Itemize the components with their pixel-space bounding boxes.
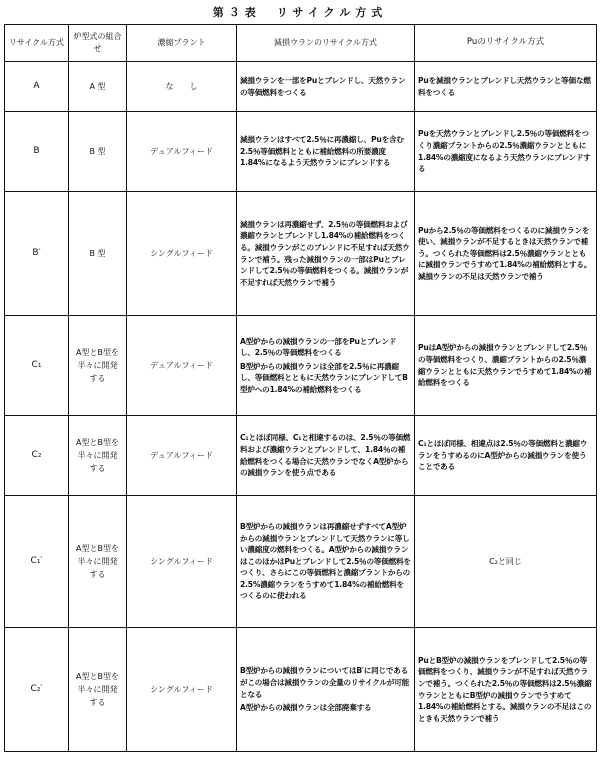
pu-method: Puから2.5％の等価燃料をつくるのに減損ウランを使い、減損ウランが不足するときは天然ウランで補う。つくられた等価燃料は2.5％濃縮ウランとともに減損ウランでうすめて1.84%の補給燃料とする。減損ウランの不足は天然ウランで補う [415,192,597,316]
furnace-combo: A型とB型を半々に開発する [69,496,127,628]
pu-method: PuとB型炉の減損ウランをブレンドして2.5％の等価燃料をつくり、減損ウランが不足すれば天然ウランで補う。つくられた2.5％の等価燃料は2.5％濃縮ウランとともにB型炉の減損ウランでうすめて1.84%の補給燃料とする。減損ウランの不足はこのときも天然ウランで補う [415,628,597,752]
depleted-text: B型炉からの減損ウランについてはB′に同じであるがこの場合は減損ウランの全量のリサイクルが可能となる [240,666,409,699]
pu-method: C₂と同じ [415,496,597,628]
furnace-combo: A型とB型を半々に開発する [69,628,127,752]
method-name: B [5,112,69,192]
depleted-method [237,416,415,496]
enrich-plant: な し [127,62,237,112]
method-name: C₁′ [5,496,69,628]
enrich-plant: デュアルフィード [127,416,237,496]
method-name: C₂′ [5,628,69,752]
enrich-plant: デュアルフィード [127,316,237,416]
header-depleted-method: 減損ウランのリサイクル方式 [237,25,415,62]
pu-method: PuはA型炉からの減損ウランとブレンドして2.5％の等価燃料をつくり、濃縮プラントからの2.5％濃縮ウランとともに天然ウランでうすめて1.84%の補給燃料をつくる [415,316,597,416]
method-name: A [5,62,69,112]
header-furnace-combo: 炉型式の組合せ [69,25,127,62]
depleted-text: A型炉からの減損ウランは全部廃棄する [240,703,372,713]
depleted-method [237,628,415,752]
furnace-combo: B 型 [69,112,127,192]
depleted-text: 減損ウランは再濃縮せず、2.5％の等価燃料および濃縮ウランとブレンドし1.84%の補給燃料をつくる。減損ウランがこのブレンドに不足すれば天然ウランで補う。残った減損ウランの一部はPuとブレンドして2.5％の等価燃料をつくる。減損ウランが不足すれば天然ウランで補う [240,219,410,287]
furnace-combo: B 型 [69,192,127,316]
enrich-plant: デュアルフィード [127,112,237,192]
header-pu-method: Puのリサイクル方式 [415,25,597,62]
header-recycle-method: リサイクル方式 [5,25,69,62]
furnace-combo: A 型 [69,62,127,112]
table-row-b [5,112,597,192]
pu-method: Puを減損ウランとブレンドし天然ウランと等価な燃料をつくる [415,62,597,112]
header-enrich-plant: 濃縮プラント [127,25,237,62]
table-row-c2-prime [5,628,597,752]
method-name: C₂ [5,416,69,496]
depleted-method [237,192,415,316]
depleted-text: 減損ウランはすべて2.5％に再濃縮し、Puを含む2.5％等価燃料とともに補給燃料の所要濃度1.84%になるよう天然ウランにブレンドする [240,135,404,168]
depleted-method [237,316,415,416]
table-row-b-prime [5,192,597,316]
depleted-method [237,496,415,628]
pu-method: Puを天然ウランとブレンドし2.5％の等価燃料をつくり濃縮プラントからの2.5％濃縮ウランとともに1.84%の濃縮度になるよう天然ウランにブレンドする [415,112,597,192]
depleted-method [237,112,415,192]
header-row [5,25,597,62]
depleted-text: B型炉からの減損ウランは再濃縮せずすべてA型炉からの減損ウランとブレンドして天然ウランに等しい濃縮度の燃料をつくる。A型炉からの減損ウランはこのほかはPuとブレンドして2.5％の等価燃料をつくり、さらにこの等価燃料と濃縮プラントからの2.5%濃縮ウランをうすめて1.84%の補給燃料をつくるのに使われる [240,521,411,601]
table-title: 第３表 リサイクル方式 [212,6,388,19]
enrich-plant: シングルフィード [127,628,237,752]
recycle-method-table [4,24,597,752]
depleted-method [237,62,415,112]
depleted-text: A型炉からの減損ウランの一部をPuとブレンドし、2.5％の等価燃料をつくる [240,336,397,358]
depleted-text: C₁とほぼ同様、C₁と相違するのは、2.5％の等価燃料および濃縮ウランとブレンドして、1.84％の補給燃料をつくる場合に天然ウランでなくA型炉からの減損ウランを使う点である [240,433,411,478]
furnace-combo: A型とB型を半々に開発する [69,316,127,416]
table-row-c1 [5,316,597,416]
depleted-text: B型炉からの減損ウランは全部を2.5％に再濃縮し、等価燃料とともに天然ウランにブレンドしてB型炉への1.84%の補給燃料をつくる [240,361,408,394]
enrich-plant: シングルフィード [127,496,237,628]
furnace-combo: A型とB型を半々に開発する [69,416,127,496]
table-row-c1-prime [5,496,597,628]
table-row-a [5,62,597,112]
method-name: C₁ [5,316,69,416]
method-name: B′ [5,192,69,316]
enrich-plant: シングルフィード [127,192,237,316]
pu-method: C₁とほぼ同様、相違点は2.5％の等価燃料と濃縮ウランをうすめるのにA型炉からの減損ウランを使うことである [415,416,597,496]
depleted-text: 減損ウランを一部をPuとブレンドし、天然ウランの等価燃料をつくる [240,75,406,97]
table-row-c2 [5,416,597,496]
